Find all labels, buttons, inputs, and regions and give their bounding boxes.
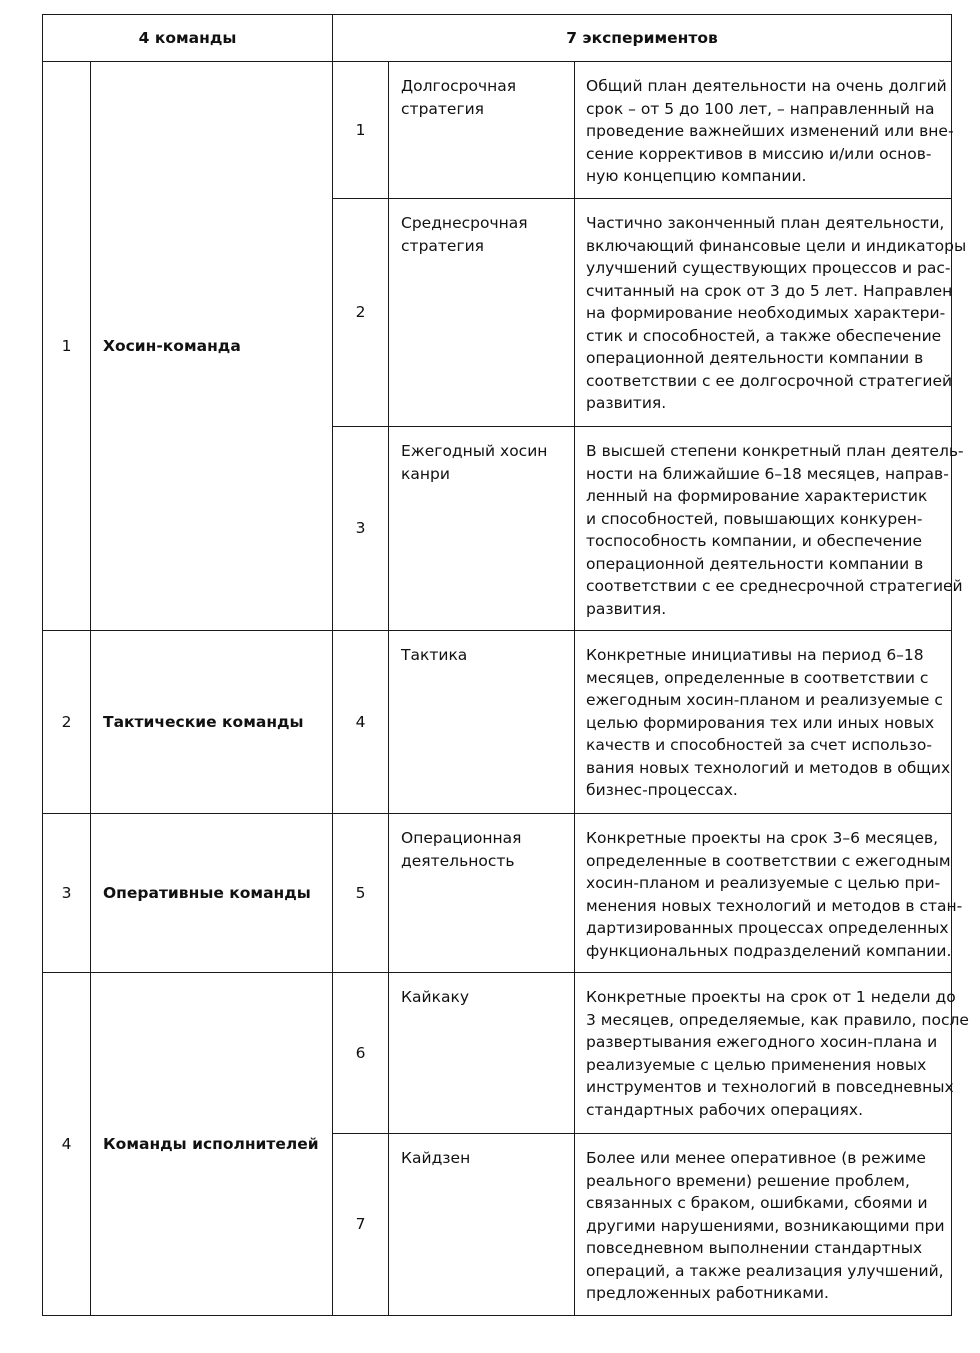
description-line: развертывания ежегодного хосин-плана и	[586, 1033, 938, 1051]
description-line: сение коррективов в миссию и/или основ-	[586, 144, 932, 163]
team-number: 2	[43, 631, 91, 814]
experiment-number: 5	[333, 814, 389, 973]
header-row	[43, 15, 952, 62]
description-line: Конкретные проекты на срок 3–6 месяцев,	[586, 829, 939, 847]
description-line: стандартных рабочих операциях.	[586, 1100, 864, 1119]
experiment-number: 4	[333, 631, 389, 814]
experiment-name	[389, 814, 575, 973]
description-line: срок – от 5 до 100 лет, – направленный на	[586, 99, 935, 118]
team-number: 4	[43, 973, 91, 1316]
description-line: Общий план деятельности на очень долгий	[586, 77, 947, 95]
description-line: предложенных работниками.	[586, 1284, 829, 1302]
experiment-name	[389, 973, 575, 1134]
description-line: менения новых технологий и методов в стан-	[586, 896, 963, 915]
description-line: операций, а также реализация улучшений,	[586, 1261, 944, 1280]
experiment-name-line: Тактика	[401, 646, 468, 664]
description-line: Частично законченный план деятельности,	[586, 214, 945, 232]
experiment-number: 1	[333, 62, 389, 199]
experiment-description	[575, 631, 952, 814]
experiment-number: 3	[333, 427, 389, 631]
teams-experiments-table	[42, 14, 969, 1316]
description-line: соответствии с ее долгосрочной стратегией	[586, 371, 953, 390]
description-line: Более или менее оперативное (в режиме	[586, 1149, 926, 1167]
description-line: бизнес-процессах.	[586, 781, 738, 799]
team-name: Команды исполнителей	[91, 973, 333, 1316]
description-line: ную концепцию компании.	[586, 167, 807, 185]
experiment-name	[389, 62, 575, 199]
experiment-number: 6	[333, 973, 389, 1134]
description-line: ности на ближайшие 6–18 месяцев, направ-	[586, 464, 949, 483]
experiment-description	[575, 62, 952, 199]
experiment-name	[389, 1134, 575, 1316]
experiment-name-line: Долгосрочная	[401, 77, 517, 95]
experiment-name-line: Кайдзен	[401, 1149, 471, 1167]
experiment-name-line: стратегия	[401, 236, 485, 255]
table-row	[43, 973, 952, 1134]
experiment-name-line: Кайкаку	[401, 988, 469, 1006]
description-line: Конкретные инициативы на период 6–18	[586, 646, 924, 664]
description-line: Конкретные проекты на срок от 1 недели до	[586, 988, 956, 1006]
description-line: реализуемые с целью применения новых	[586, 1055, 927, 1074]
experiment-number: 7	[333, 1134, 389, 1316]
description-line: другими нарушениями, возникающими при	[586, 1216, 945, 1235]
experiment-name	[389, 199, 575, 427]
experiment-name	[389, 427, 575, 631]
experiment-description	[575, 814, 963, 973]
experiment-description	[575, 427, 964, 631]
description-line: реального времени) решение проблем,	[586, 1171, 910, 1190]
team-number: 3	[43, 814, 91, 973]
description-line: инструментов и технологий в повседневных	[586, 1078, 954, 1096]
description-line: операционной деятельности компании в	[586, 554, 924, 573]
experiment-name-line: Ежегодный хосин	[401, 442, 548, 460]
description-line: дартизированных процессах определенных	[586, 919, 949, 937]
team-name: Хосин-команда	[91, 62, 333, 631]
description-line: ежегодным хосин-планом и реализуемые с	[586, 691, 943, 709]
experiments-header: 7 экспериментов	[333, 15, 952, 62]
description-line: 3 месяцев, определяемые, как правило, после	[586, 1010, 969, 1029]
description-line: стик и способностей, а также обеспечение	[586, 326, 942, 345]
description-line: повседневном выполнении стандартных	[586, 1239, 923, 1257]
experiment-name-line: Операционная	[401, 829, 522, 847]
team-name: Оперативные команды	[91, 814, 333, 973]
teams-header: 4 команды	[43, 15, 333, 62]
description-line: проведение важнейших изменений или вне-	[586, 122, 954, 140]
description-line: включающий финансовые цели и индикаторы	[586, 236, 967, 255]
table-row	[43, 814, 952, 973]
description-line: качеств и способностей за счет использо-	[586, 736, 933, 754]
description-line: определенные в соответствии с ежегодным	[586, 851, 951, 870]
description-line: развития.	[586, 394, 667, 412]
description-line: считанный на срок от 3 до 5 лет. Направлен	[586, 281, 953, 300]
description-line: улучшений существующих процессов и рас-	[586, 259, 951, 277]
description-line: В высшей степени конкретный план деятель-	[586, 442, 964, 460]
description-line: развития.	[586, 599, 667, 618]
experiment-name-line: канри	[401, 464, 450, 483]
description-line: месяцев, определенные в соответствии с	[586, 668, 929, 687]
description-line: функциональных подразделений компании.	[586, 941, 952, 960]
description-line: целью формирования тех или иных новых	[586, 713, 935, 732]
experiment-name	[389, 631, 575, 814]
table-row	[43, 62, 952, 199]
description-line: хосин-планом и реализуемые с целью при-	[586, 874, 941, 892]
experiment-name-line: деятельность	[401, 851, 515, 870]
experiment-number: 2	[333, 199, 389, 427]
team-number: 1	[43, 62, 91, 631]
description-line: вания новых технологий и методов в общих	[586, 758, 951, 777]
description-line: и способностей, повышающих конкурен-	[586, 509, 923, 528]
team-name: Тактические команды	[91, 631, 333, 814]
description-line: связанных с браком, ошибками, сбоями и	[586, 1194, 928, 1212]
description-line: ленный на формирование характеристик	[586, 487, 928, 505]
experiment-name-line: стратегия	[401, 99, 485, 118]
experiment-description	[575, 1134, 952, 1316]
table-row	[43, 631, 952, 814]
description-line: операционной деятельности компании в	[586, 349, 924, 367]
experiment-description	[575, 199, 967, 427]
description-line: соответствии с ее среднесрочной стратегией	[586, 577, 963, 595]
description-line: тоспособность компании, и обеспечение	[586, 532, 922, 550]
description-line: на формирование необходимых характери-	[586, 304, 946, 322]
experiment-name-line: Среднесрочная	[401, 214, 528, 232]
experiment-description	[575, 973, 969, 1134]
